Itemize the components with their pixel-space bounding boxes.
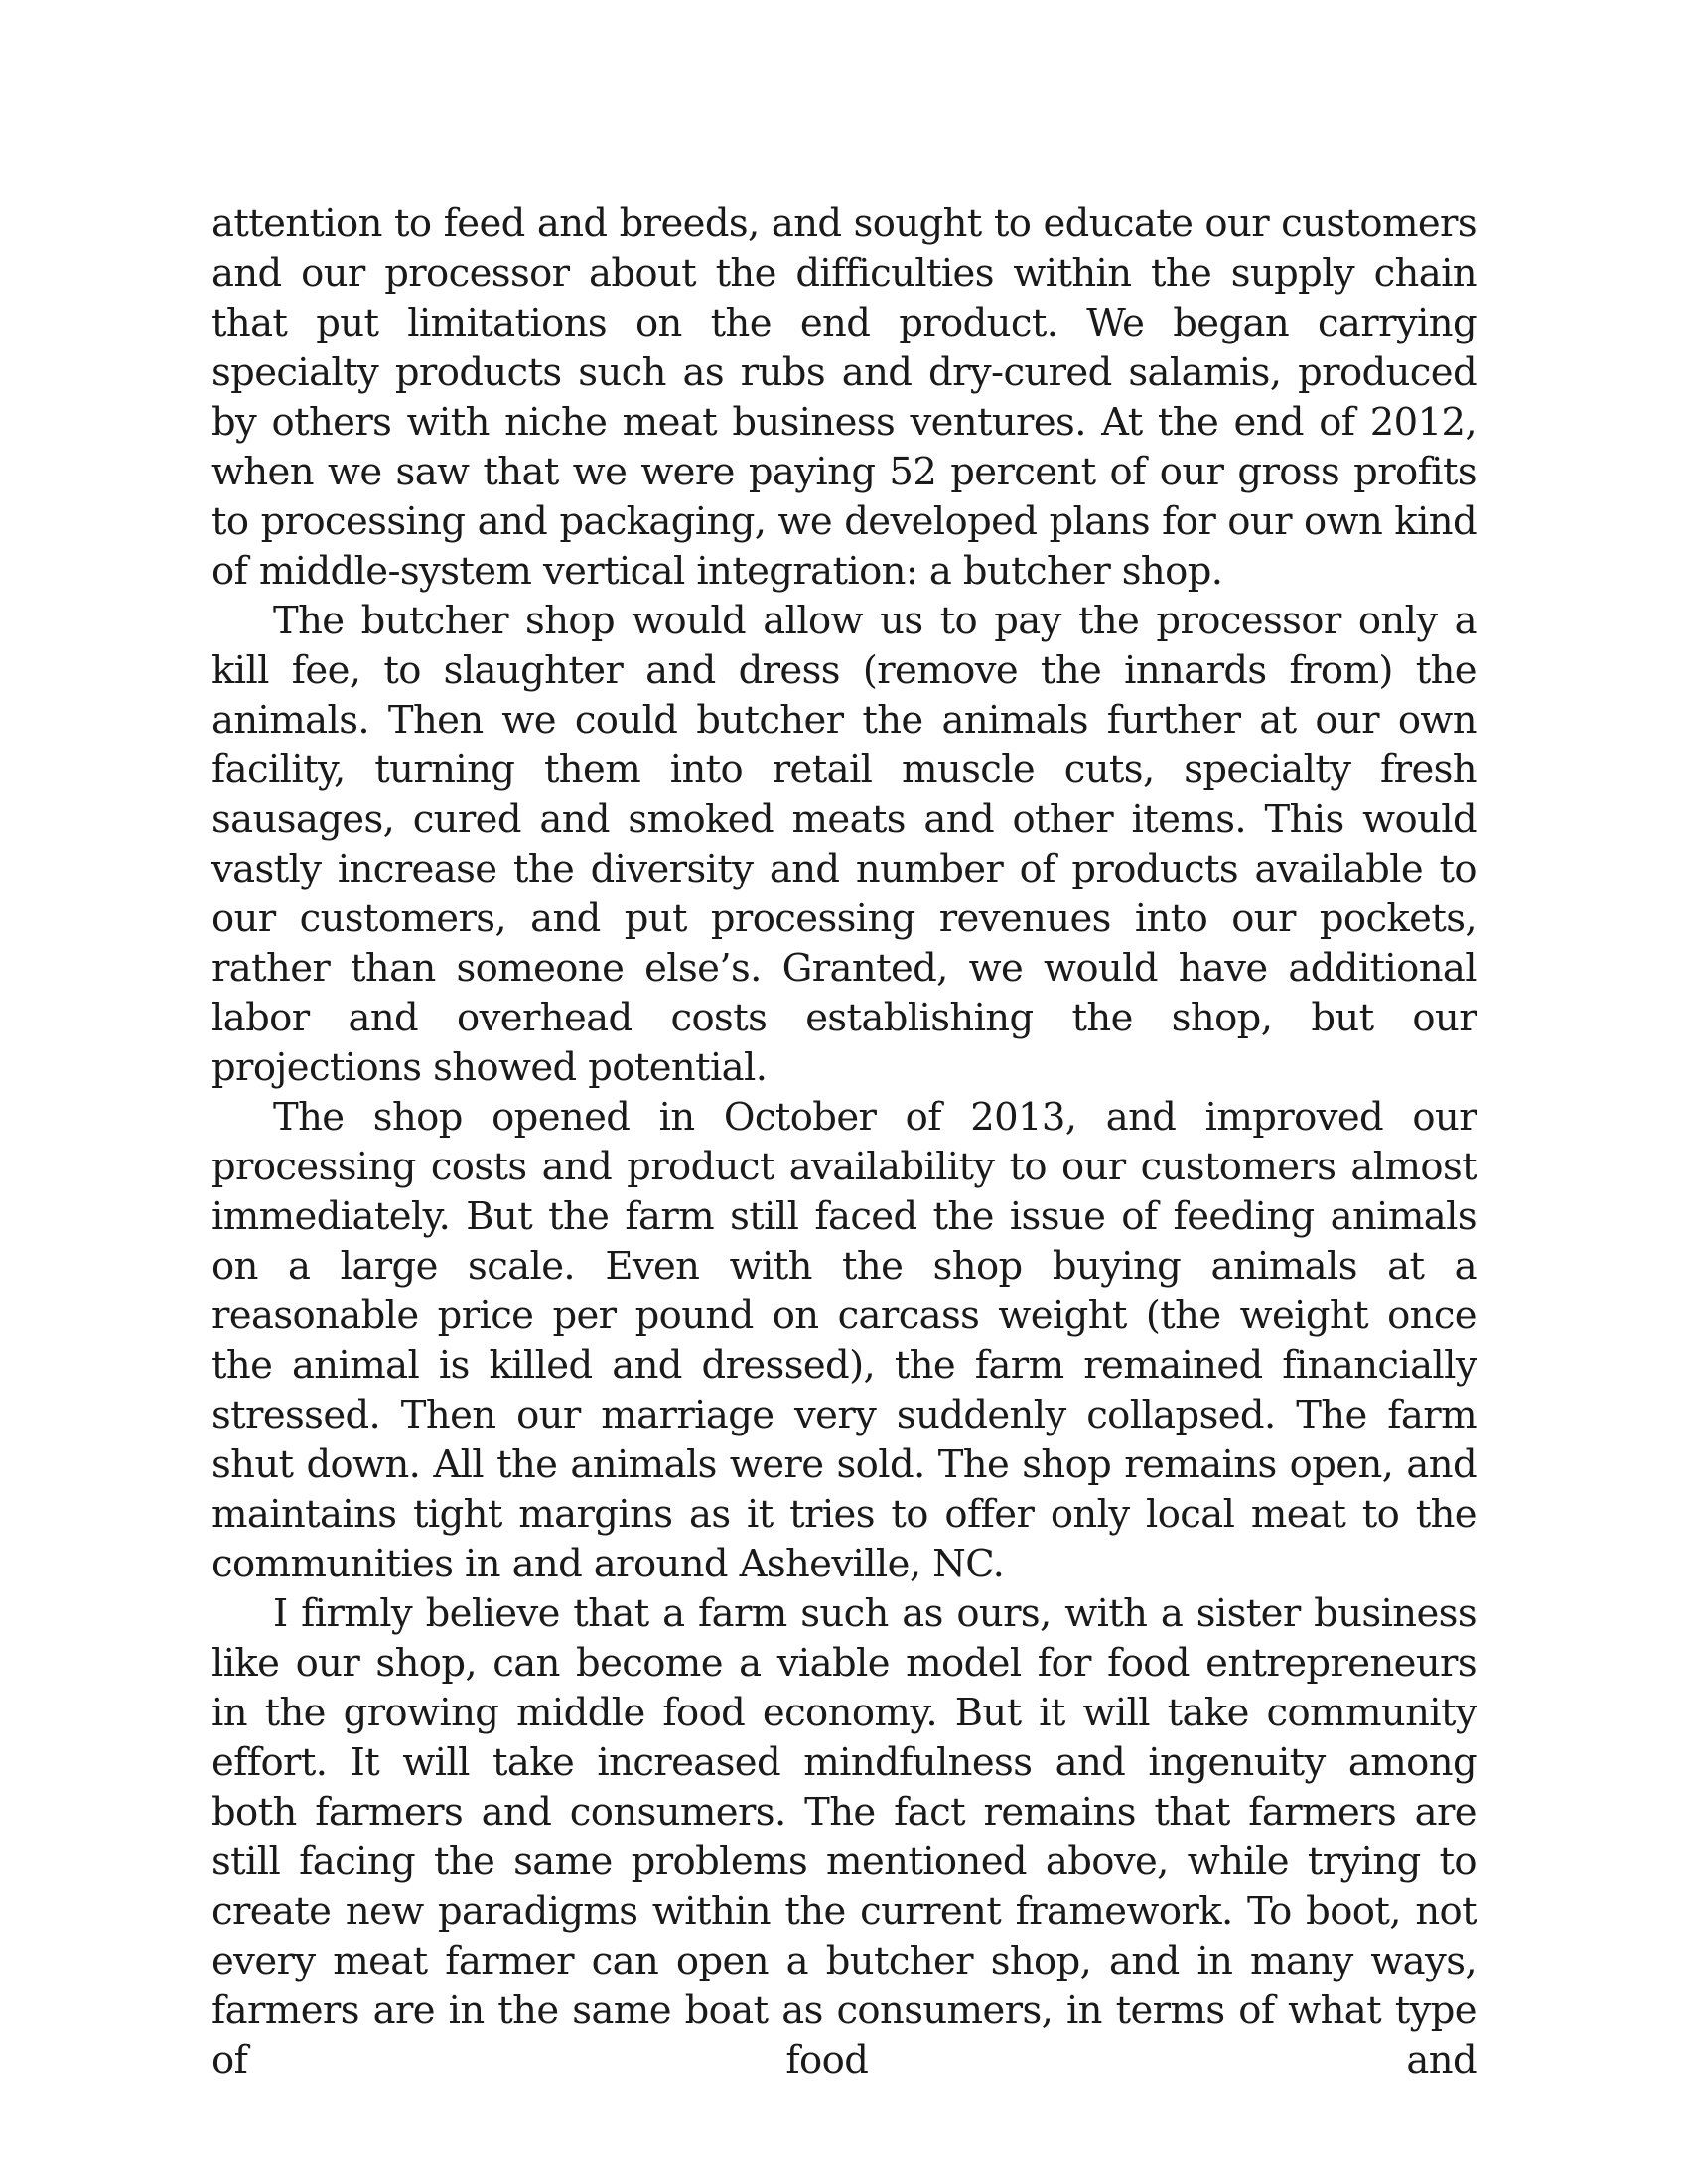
paragraph-butcher-shop-plans: attention to feed and breeds, and sought to educate our customers and our processor about the difficulties within the supply chain that put limitations on the end product. We began carrying specialty products such as rubs and dry-cured salamis, produced by others with niche meat business ventures. At the end of 2012, when we saw that we were paying 52 percent of our gross profits to processing and packaging, we developed plans for our own kind of middle-system vertical integration: a butcher shop. bbox=[211, 202, 1477, 594]
paragraph-kill-fee: The butcher shop would allow us to pay the processor only a kill fee, to slaughter and dress (remove the innards from) the animals. Then we could butcher the animals further at our own facility, turning them into retail muscle cuts, specialty fresh sausages, cured and smoked meats and other items. This would vastly increase the diversity and number of products available to our customers, and put processing revenues into our pockets, rather than someone else’s. Granted, we would have additional labor and overhead costs establishing the shop, but our projections showed potential. bbox=[211, 599, 1477, 1090]
paragraph-shop-opening: The shop opened in October of 2013, and improved our processing costs and product availability to our customers almost immediately. But the farm still faced the issue of feeding animals on a large scale. Even with the shop buying animals at a reasonable price per pound on carcass weight (the weight once the animal is killed and dressed), the farm remained financially stressed. Then our marriage very suddenly collapsed. The farm shut down. All the animals were sold. The shop remains open, and maintains tight margins as it tries to offer only local meat to the communities in and around Asheville, NC. bbox=[211, 1095, 1477, 1586]
paragraph-middle-food-economy: I firmly believe that a farm such as ours, with a sister business like our shop, can become a viable model for food entrepreneurs in the growing middle food economy. But it will take community effort. It will take increased mindfulness and ingenuity among both farmers and consumers. The fact remains that farmers are still facing the same problems mentioned above, while trying to create new paradigms within the current framework. To boot, not every meat farmer can open a butcher shop, and in many ways, farmers are in the same boat as consumers, in terms of what type of food and bbox=[211, 1591, 1477, 2083]
document-page bbox=[211, 200, 1477, 2086]
